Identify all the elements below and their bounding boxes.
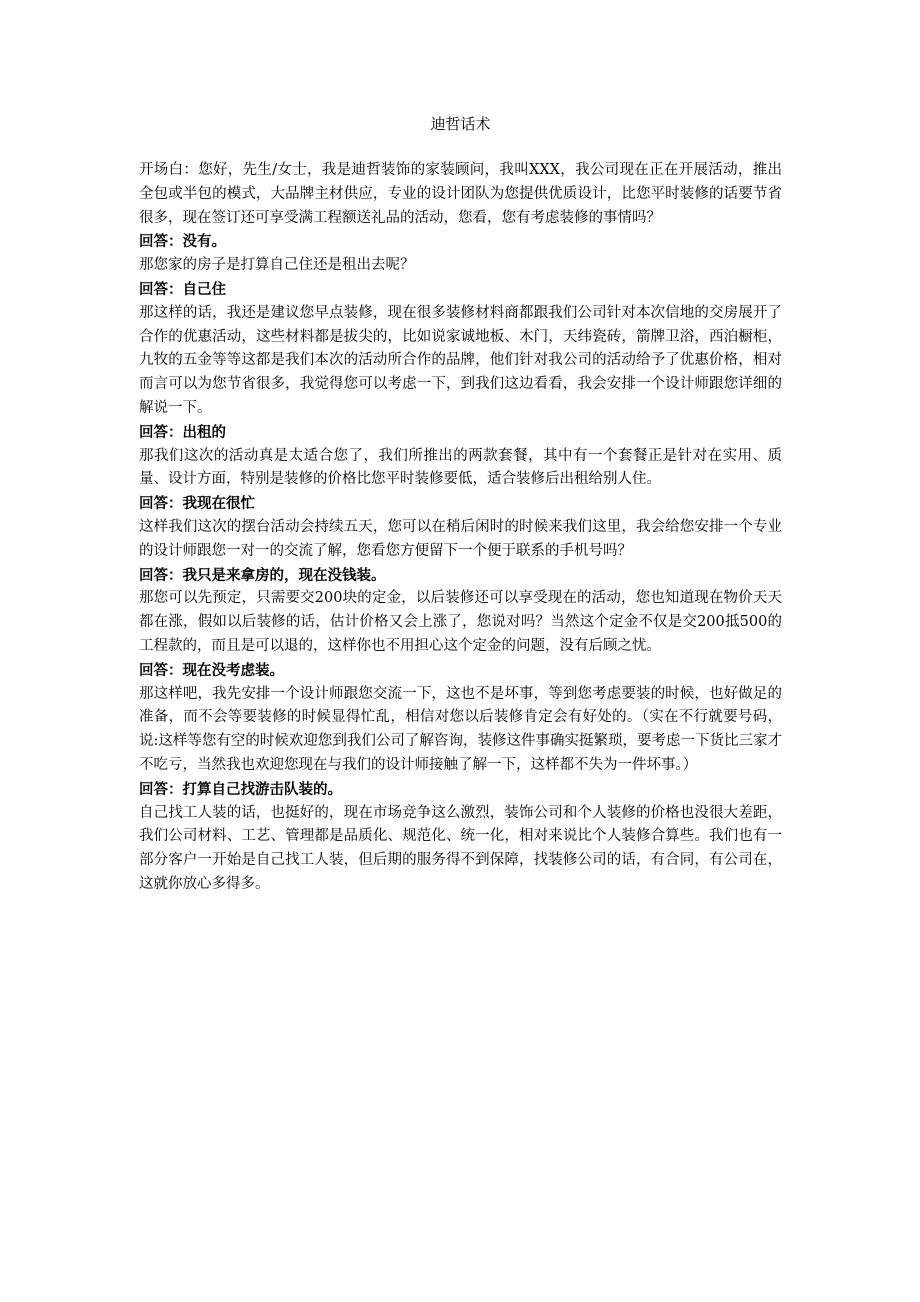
paragraph-rent-reply: 那我们这次的活动真是太适合您了，我们所推出的两款套餐，其中有一个套餐正是针对在实用、质量、设计方面，特别是装修的价格比您平时装修要低，适合装修后出租给别人住。 <box>139 447 782 488</box>
paragraph-self-live-reply: 那这样的话，我还是建议您早点装修，现在很多装修材料商都跟我们公司针对本次信地的交房展开了合作的优惠活动，这些材料都是拔尖的，比如说家诚地板、木门，天纬瓷砖，箭牌卫浴，西泊橱柜，九牧的五金等等这都是我们本次的活动所合作的品牌，他们针对我公司的活动给予了优惠价格，相对而言可以为您节省很多，我觉得您可以考虑一下，到我们这边看看，我会安排一个设计师跟您详细的解说一下。 <box>139 304 782 416</box>
paragraph-ask-usage: 那您家的房子是打算自己住还是租出去呢？ <box>139 257 415 274</box>
answer-heading-not-considering: 回答：现在没考虑装。 <box>139 661 284 679</box>
answer-heading-rent: 回答：出租的 <box>139 423 226 441</box>
answer-heading-no-money: 回答：我只是来拿房的，现在没钱装。 <box>139 566 386 584</box>
paragraph-busy-reply: 这样我们这次的摆台活动会持续五天，您可以在稍后闲时的时候来我们这里，我会给您安排一个专业的设计师跟您一对一的交流了解，您看您方便留下一个便于联系的手机号吗？ <box>139 518 782 559</box>
paragraph-not-considering-reply: 那这样吧，我先安排一个设计师跟您交流一下，这也不是坏事，等到您考虑要装的时候，也好做足的准备，而不会等要装修的时候显得忙乱，相信对您以后装修肯定会有好处的。（实在不行就要号码，说:这样等您有空的时候欢迎您到我们公司了解咨询，装修这件事确实挺繁琐，要考虑一下货比三家才不吃亏，当然我也欢迎您现在与我们的设计师接触了解一下，这样都不失为一件坏事。） <box>139 685 782 773</box>
paragraph-self-workers-reply: 自己找工人装的话，也挺好的，现在市场竞争这么激烈，装饰公司和个人装修的价格也没很大差距，我们公司材料、工艺、管理都是品质化、规范化、统一化，相对来说比个人装修合算些。我们也有一部分客户一开始是自己找工人装，但后期的服务得不到保障，找装修公司的话，有合同，有公司在，这就你放心多得多。 <box>139 804 782 892</box>
document-title: 迪哲话术 <box>430 115 491 133</box>
answer-heading-self-workers: 回答：打算自己找游击队装的。 <box>139 780 342 798</box>
answer-heading-busy: 回答：我现在很忙 <box>139 495 255 513</box>
paragraph-no-money-reply: 那您可以先预定，只需要交200块的定金，以后装修还可以享受现在的活动，您也知道现在物价天天都在涨，假如以后装修的话，估计价格又会上涨了，您说对吗？当然这个定金不仅是交200抵500的工程款的，而且是可以退的，这样你也不用担心这个定金的问题，没有后顾之忧。 <box>139 590 782 654</box>
answer-heading-self-live: 回答：自己住 <box>139 280 226 298</box>
document-body <box>139 159 782 897</box>
paragraph-opening: 开场白：您好，先生/女士，我是迪哲装饰的家装顾问，我叫XXX，我公司现在正在开展活动，推出全包或半包的模式，大品牌主材供应，专业的设计团队为您提供优质设计，比您平时装修的话要节省很多，现在签订还可享受满工程额送礼品的活动，您看，您有考虑装修的事情吗？ <box>139 162 782 226</box>
answer-heading-none: 回答：没有。 <box>139 233 226 251</box>
